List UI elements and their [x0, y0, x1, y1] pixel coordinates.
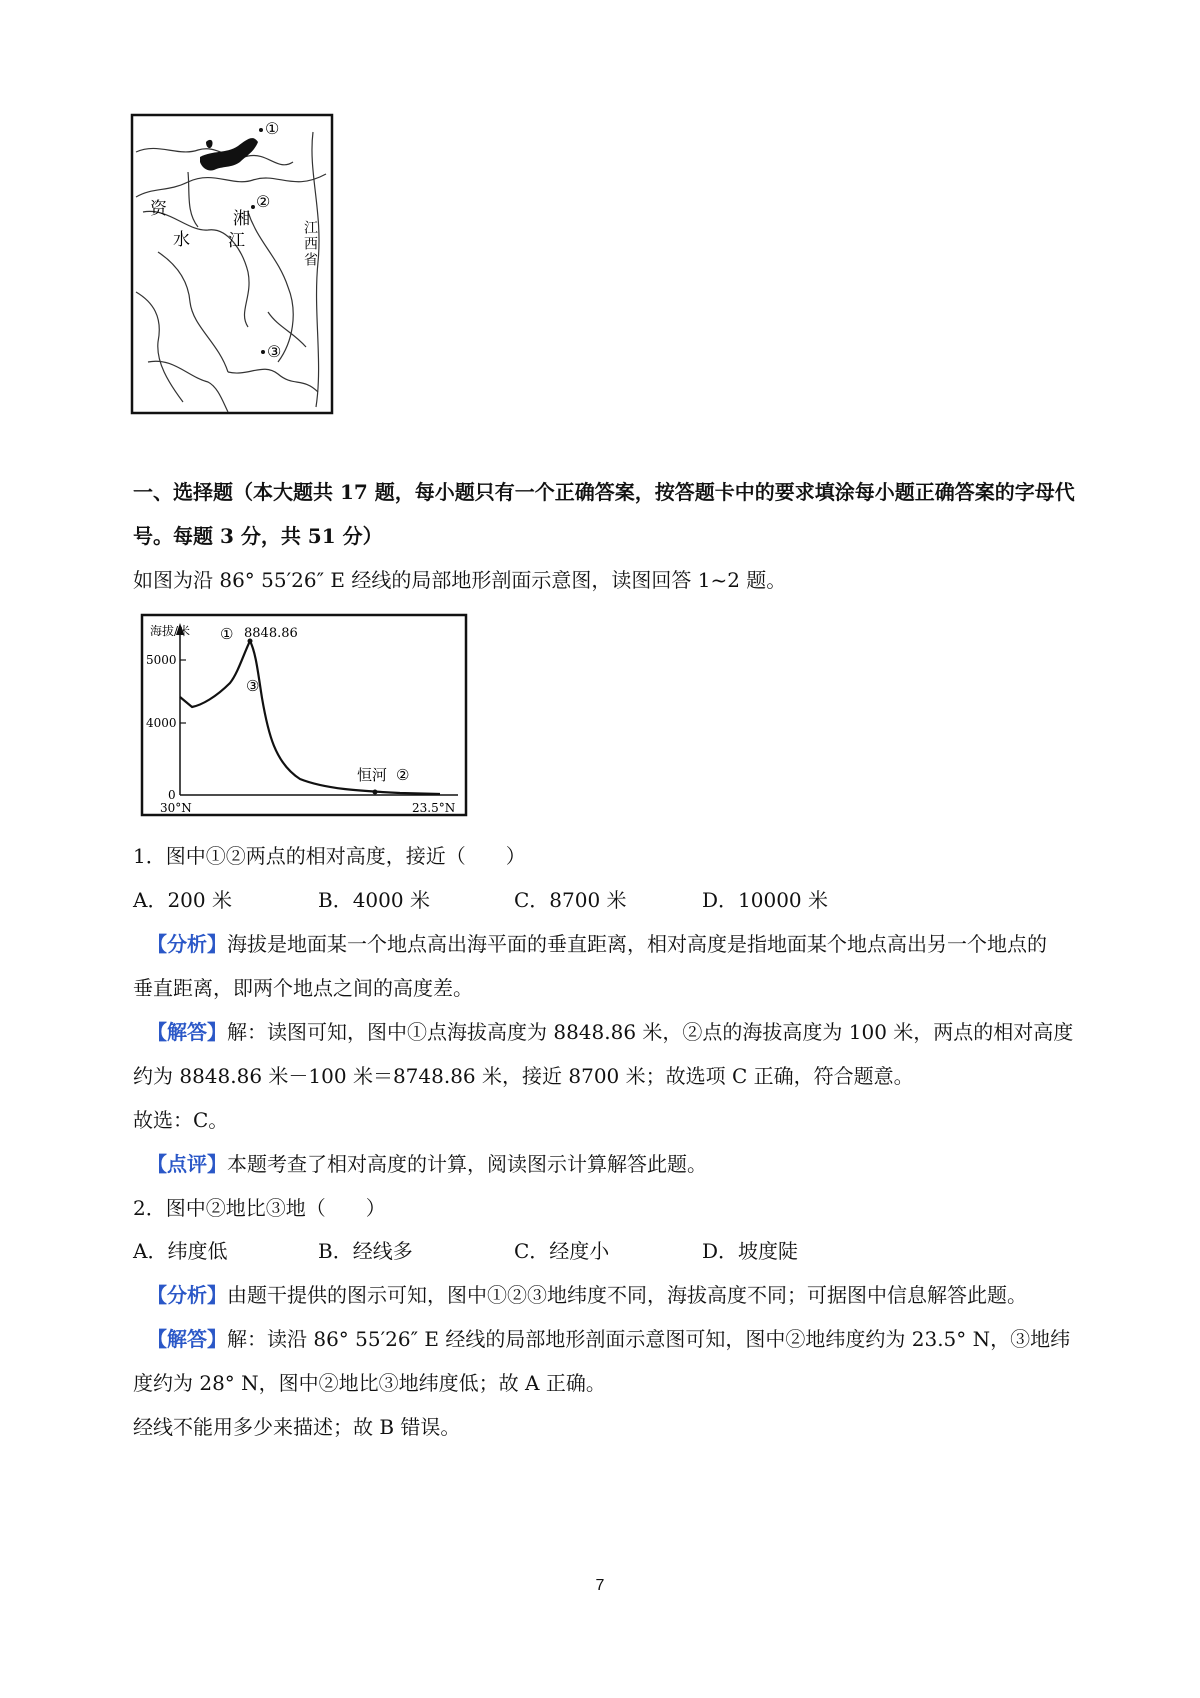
q1-option-c: C．8700 米: [514, 888, 627, 912]
q1-analysis: [147, 931, 1047, 957]
profile-ylabel: 海拔/米: [150, 624, 191, 638]
q2-answer: [147, 1326, 1070, 1352]
map-label-jiang: 江: [228, 231, 245, 251]
q1-option-b: B．4000 米: [318, 888, 430, 912]
map-label-xiang: 湘: [233, 209, 250, 229]
profile-tick-5000: 5000: [146, 653, 177, 667]
profile-x-start: 30°N: [160, 801, 192, 815]
q1-comment: [147, 1151, 707, 1177]
terrain-profile-chart: [140, 613, 470, 819]
q2-analysis: [147, 1282, 1027, 1308]
profile-mid-marker: ③: [246, 677, 260, 695]
q1-analysis-text-1: 海拔是地面某一个地点高出海平面的垂直距离，相对高度是指地面某个地点高出另一个地点的: [227, 932, 1047, 956]
q2-answer-text-2: 度约为 28° N，图中②地比③地纬度低；故 A 正确。: [133, 1371, 606, 1395]
map-label-jiangxi: 江西省: [302, 220, 318, 268]
q1-answer-tag: 【解答】: [147, 1020, 227, 1044]
q1-comment-tag: 【点评】: [147, 1152, 227, 1176]
q2-analysis-text-1: 由题干提供的图示可知，图中①②③地纬度不同，海拔高度不同；可据图中信息解答此题。: [227, 1283, 1027, 1307]
q2-answer-text-3: 经线不能用多少来描述；故 B 错误。: [133, 1415, 461, 1439]
profile-peak-value: 8848.86: [244, 626, 298, 641]
section-heading-line2: 号。每题 3 分，共 51 分）: [133, 524, 383, 548]
profile-peak-marker: ①: [220, 625, 234, 643]
profile-tick-4000: 4000: [146, 716, 177, 730]
q1-option-d: D．10000 米: [702, 888, 829, 912]
profile-river-marker: ②: [396, 766, 410, 784]
q2-analysis-tag: 【分析】: [147, 1283, 227, 1307]
q2-option-a: A．纬度低: [133, 1239, 228, 1263]
q1-answer-text-1: 解：读图可知，图中①点海拔高度为 8848.86 米，②点的海拔高度为 100 米，两点的相对高度: [227, 1020, 1074, 1044]
q1-analysis-tag: 【分析】: [147, 932, 227, 956]
profile-x-end: 23.5°N: [412, 801, 456, 815]
q1-analysis-text-2: 垂直距离，即两个地点之间的高度差。: [133, 976, 473, 1000]
q1-stem: 1．图中①②两点的相对高度，接近（ ）: [133, 844, 526, 868]
profile-river-label: 恒河: [357, 766, 388, 784]
q2-option-c: C．经度小: [514, 1239, 610, 1263]
q2-stem: 2．图中②地比③地（ ）: [133, 1196, 386, 1220]
map-label-zi: 资: [150, 199, 167, 219]
q1-option-a: A．200 米: [133, 888, 232, 912]
q2-option-d: D．坡度陡: [702, 1239, 799, 1263]
q2-option-b: B．经线多: [318, 1239, 413, 1263]
q1-comment-text: 本题考查了相对高度的计算，阅读图示计算解答此题。: [227, 1152, 707, 1176]
q2-answer-text-1: 解：读沿 86° 55′26″ E 经线的局部地形剖面示意图可知，图中②地纬度约为 23.5° N，③地纬: [227, 1327, 1071, 1351]
q1-answer-text-2: 约为 8848.86 米－100 米＝8748.86 米，接近 8700 米；故选项 C 正确，符合题意。: [133, 1064, 914, 1088]
map-marker-1: ①: [265, 119, 280, 138]
intro-text: 如图为沿 86° 55′26″ E 经线的局部地形剖面示意图，读图回答 1~2 题。: [133, 568, 787, 592]
q1-choice: 故选：C。: [133, 1108, 229, 1132]
map-marker-2: ②: [256, 192, 271, 211]
hunan-map: [128, 112, 338, 417]
map-marker-3: ③: [267, 342, 282, 361]
profile-tick-0: 0: [168, 788, 176, 802]
q1-answer: [147, 1019, 1073, 1045]
map-label-shui: 水: [173, 230, 190, 250]
page-number: 7: [595, 1577, 605, 1594]
section-heading-line1: 一、选择题（本大题共 17 题，每小题只有一个正确答案，按答题卡中的要求填涂每小题正确答案的字母代: [133, 480, 1075, 504]
q2-answer-tag: 【解答】: [147, 1327, 227, 1351]
